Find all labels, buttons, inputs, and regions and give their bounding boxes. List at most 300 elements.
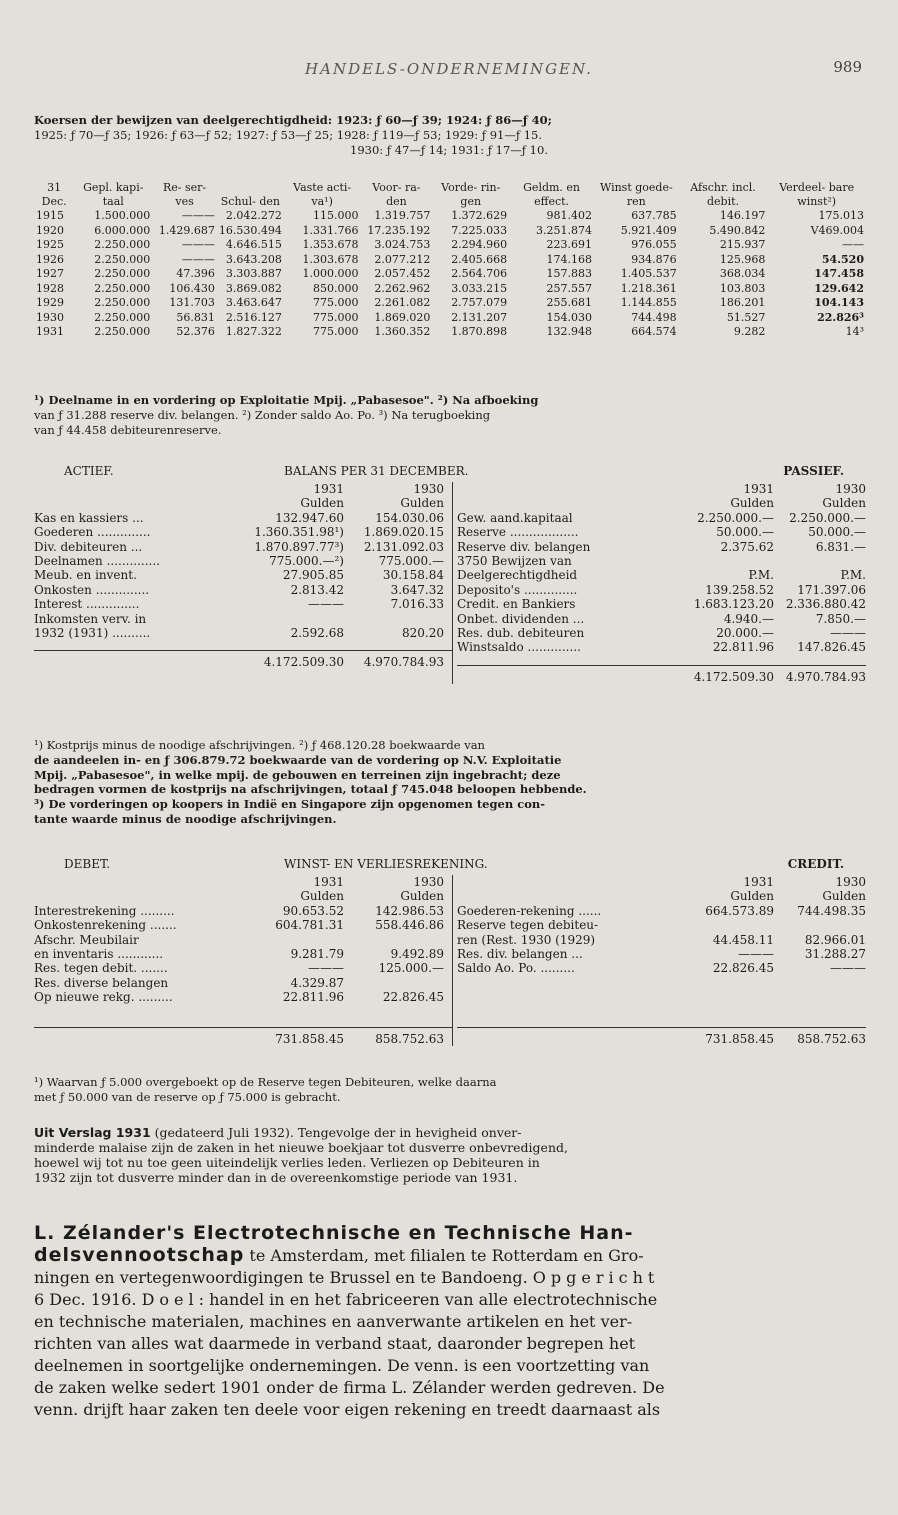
table-cell: 106.430 <box>169 281 215 295</box>
row-label: Reserve tegen debiteu- <box>457 918 599 933</box>
value-1930 <box>774 918 866 932</box>
table-cell: 1.360.352 <box>374 325 431 338</box>
table-header-row <box>34 181 866 209</box>
table-cell: ——— <box>181 252 215 266</box>
pl-note-line: met ƒ 50.000 van de reserve op ƒ 75.000 is gebracht. <box>34 1089 341 1104</box>
table-cell: 103.803 <box>719 281 766 295</box>
row-label: Meub. en invent. <box>34 568 137 583</box>
value-1931: 664.573.89 <box>705 903 774 918</box>
table-body <box>34 209 866 340</box>
table-cell: 1929 <box>36 296 64 309</box>
balance-title: BALANS PER 31 DECEMBER. <box>284 464 469 478</box>
table-cell: 125.968 <box>719 252 766 266</box>
year-label: 1930 <box>835 875 866 889</box>
value-1931: 20.000.— <box>716 626 774 641</box>
unit-label: Gulden <box>822 889 866 904</box>
statement-row <box>457 540 866 554</box>
row-label: Credit. en Bankiers <box>457 597 576 612</box>
row-label: Interest .............. <box>34 597 140 612</box>
table-cell: 775.000 <box>312 310 359 324</box>
value-1930: 7.016.33 <box>390 597 444 612</box>
column-header: Winst goede- ren <box>599 181 673 208</box>
table-cell: 104.143 <box>814 296 864 309</box>
table-cell: 2.250.000 <box>94 325 151 338</box>
table-cell: 1.405.537 <box>620 267 677 280</box>
unit-label: Gulden <box>730 496 774 511</box>
total-value: 4.970.784.93 <box>363 655 444 670</box>
table-cell: 2.057.452 <box>374 267 431 280</box>
balance-note-line: ³) De vorderingen op koopers in Indië en Singapore zijn opgenomen tegen con- <box>34 797 546 812</box>
statement-row <box>34 933 452 947</box>
pl-right-heading: CREDIT. <box>787 857 844 871</box>
table-row <box>34 296 866 311</box>
company-text: ningen en vertegenwoordigingen te Brussel en te Bandoeng. <box>34 1268 533 1287</box>
company-text: de zaken welke sedert 1901 onder de firma L. Zélander werden gedreven. De <box>34 1378 665 1397</box>
report-text: minderde malaise zijn de zaken in het nieuwe boekjaar tot dusverre onbevredigend, <box>34 1140 568 1155</box>
table-cell: 1.827.322 <box>225 325 282 338</box>
total-value: 858.752.63 <box>375 1031 444 1046</box>
statement-row <box>34 583 452 597</box>
statement-row <box>34 511 452 525</box>
value-1930: 744.498.35 <box>797 903 866 918</box>
row-label: Interestrekening ......... <box>34 903 175 918</box>
table-cell: 976.055 <box>631 238 677 251</box>
profit-loss-statement <box>34 857 866 1046</box>
company-text: 6 Dec. 1916. <box>34 1290 142 1309</box>
table-cell: 3.303.887 <box>225 267 282 280</box>
value-1930 <box>774 554 866 568</box>
report-excerpt <box>34 1125 864 1185</box>
column-header: Afschr. incl. debit. <box>690 181 756 208</box>
value-1930: 2.336.880.42 <box>785 597 866 612</box>
column-header: Gepl. kapi- taal <box>83 181 144 208</box>
table-row <box>34 253 866 268</box>
report-text: 1932 zijn tot dusverre minder dan in de overeenkomstige periode van 1931. <box>34 1170 518 1185</box>
table-cell: 7.225.033 <box>451 223 508 237</box>
table-cell: ——— <box>181 209 215 222</box>
table-cell: 2.516.127 <box>225 310 282 324</box>
row-label: Goederen .............. <box>34 525 151 540</box>
year-label: 1931 <box>743 482 774 496</box>
value-1931: 90.653.52 <box>282 903 344 918</box>
table-cell: 1931 <box>36 325 64 338</box>
koersen-line-1: Koersen der bewijzen van deelgerechtigdheid: 1923: ƒ 60—ƒ 39; 1924: ƒ 86—ƒ 40; <box>34 113 552 127</box>
table-row <box>34 224 866 239</box>
statement-row <box>457 933 866 947</box>
pl-debit <box>34 875 452 1046</box>
column-header: 31 Dec. <box>41 181 67 208</box>
opgericht-label: Opgericht <box>532 1268 660 1287</box>
balance-liabilities <box>452 482 866 684</box>
report-text: hoewel wij tot nu toe geen uiteindelijk verlies leden. Verliezen op Debiteuren in <box>34 1155 540 1170</box>
total-value: 858.752.63 <box>797 1031 866 1046</box>
table-cell: 223.691 <box>546 238 592 251</box>
statement-row <box>457 961 866 975</box>
value-1930: 775.000.— <box>378 554 444 569</box>
table-cell: 157.883 <box>546 267 592 280</box>
liabilities-rows <box>457 511 866 655</box>
value-1931: ——— <box>308 961 344 976</box>
balance-left-heading: ACTIEF. <box>64 464 114 478</box>
value-1931: 132.947.60 <box>275 510 344 525</box>
statement-row <box>34 990 452 1004</box>
pl-note-line: ¹) Waarvan ƒ 5.000 overgeboekt op de Reserve tegen Debiteuren, welke daarna <box>34 1075 497 1089</box>
company-text: deelnemen in soortgelijke ondernemingen. De venn. is een voortzetting van <box>34 1356 650 1375</box>
value-1930: 2.131.092.03 <box>363 539 444 554</box>
table-cell: 16.530.494 <box>218 223 282 237</box>
statement-row <box>34 904 452 918</box>
row-label: Deelnamen .............. <box>34 554 160 569</box>
table-cell: 1.303.678 <box>302 252 359 266</box>
table-cell: 47.396 <box>176 267 215 280</box>
statement-row <box>457 918 866 932</box>
value-1930: 558.446.86 <box>375 918 444 933</box>
statement-row <box>457 612 866 626</box>
statement-row <box>457 640 866 654</box>
value-1930: 2.250.000.— <box>789 510 866 525</box>
company-name-continued: delsvennootschap <box>34 1244 245 1266</box>
value-1931: 2.592.68 <box>290 626 344 641</box>
table-cell: 2.250.000 <box>94 238 151 251</box>
column-header: Vorde- rin- gen <box>441 181 501 208</box>
year-label: 1931 <box>743 875 774 889</box>
value-1930: ——— <box>830 626 866 641</box>
table-cell: 56.831 <box>176 310 215 324</box>
statement-row <box>457 583 866 597</box>
table-cell: 2.405.668 <box>451 252 508 266</box>
table-cell: 1.353.678 <box>302 238 359 251</box>
table-cell: V469.004 <box>810 223 864 237</box>
column-header: Schul- den <box>220 195 280 208</box>
column-header: Voor- ra- den <box>372 181 421 208</box>
statement-row <box>34 597 452 611</box>
company-name: L. Zélander's Electrotechnische en Technische Han- <box>34 1222 634 1244</box>
table-row <box>34 282 866 297</box>
statement-row <box>34 918 452 932</box>
company-text: en technische materialen, machines en aanverwante artikelen en het ver- <box>34 1312 633 1331</box>
value-1930: P.M. <box>840 568 866 583</box>
table-cell: 257.557 <box>546 281 592 295</box>
value-1931: 22.811.96 <box>712 640 774 655</box>
table-cell: 147.458 <box>814 267 864 280</box>
statement-row <box>457 511 866 525</box>
table-cell: 129.642 <box>814 281 864 295</box>
value-1930: 142.986.53 <box>375 903 444 918</box>
statement-row <box>34 626 452 640</box>
table-cell: ——— <box>181 238 215 251</box>
value-1930: ——— <box>830 961 866 976</box>
row-label: Gew. aand.kapitaal <box>457 510 573 525</box>
statement-row <box>457 554 866 568</box>
column-header: Verdeel- bare winst²) <box>779 181 855 208</box>
table-cell: 775.000 <box>312 325 359 338</box>
year-label: 1930 <box>413 875 444 889</box>
table-cell: 2.077.212 <box>374 252 431 266</box>
pl-left-heading: DEBET. <box>64 857 111 871</box>
table-cell: 255.681 <box>546 296 592 309</box>
table-cell: 1.869.020 <box>374 310 431 324</box>
statement-row <box>34 961 452 975</box>
table-cell: 132.948 <box>546 325 592 338</box>
table-cell: 4.646.515 <box>225 238 282 251</box>
table-cell: 9.282 <box>733 325 766 338</box>
value-1931: P.M. <box>748 568 774 583</box>
statement-row <box>34 947 452 961</box>
statement-row <box>34 554 452 568</box>
statement-row <box>457 597 866 611</box>
table-cell: 664.574 <box>631 325 677 338</box>
table-cell: 5.921.409 <box>620 223 677 237</box>
value-1931: 2.250.000.— <box>697 510 774 525</box>
value-1931: 1.870.897.77³) <box>254 539 344 554</box>
statement-row <box>457 904 866 918</box>
value-1930: 9.492.89 <box>390 947 444 962</box>
table-row <box>34 267 866 282</box>
table-cell: 3.251.874 <box>536 223 592 237</box>
row-label: Res. tegen debit. ....... <box>34 961 168 976</box>
row-label: ren (Rest. 1930 (1929) <box>457 932 596 947</box>
statement-row <box>34 976 452 990</box>
value-1930 <box>344 933 452 947</box>
table-cell: 775.000 <box>312 296 359 309</box>
row-label: Onkostenrekening ....... <box>34 918 177 933</box>
row-label: Inkomsten verv. in <box>34 611 147 626</box>
value-1930: 7.850.— <box>815 611 866 626</box>
row-label: Res. dub. debiteuren <box>457 626 585 641</box>
value-1930 <box>344 976 452 990</box>
value-1930: 82.966.01 <box>804 932 866 947</box>
column-header: Geldm. en effect. <box>523 181 581 208</box>
table-cell: 368.034 <box>719 267 766 280</box>
table-cell: 1.319.757 <box>374 209 431 222</box>
table-cell: 2.250.000 <box>94 252 151 266</box>
value-1930: 1.869.020.15 <box>363 525 444 540</box>
value-1930: 31.288.27 <box>804 947 866 962</box>
table-cell: 2.757.079 <box>451 296 508 309</box>
row-label: Div. debiteuren ... <box>34 539 143 554</box>
table-row <box>34 325 866 340</box>
table-cell: 1925 <box>36 238 64 251</box>
value-1930: 3.647.32 <box>390 582 444 597</box>
balance-note-line: de aandeelen in- en ƒ 306.879.72 boekwaarde van de vordering op N.V. Exploitatie <box>34 752 562 767</box>
statement-row <box>34 540 452 554</box>
row-label: Deposito's .............. <box>457 582 578 597</box>
report-label: Uit Verslag 1931 <box>34 1125 151 1140</box>
column-header: Vaste acti- va¹) <box>293 181 352 208</box>
value-1931: 775.000.—²) <box>269 554 344 569</box>
table-cell: 175.013 <box>818 209 864 222</box>
balance-note-line: bedragen vormen de kostprijs na afschrijvingen, totaal ƒ 745.048 beloopen hebbende. <box>34 782 587 797</box>
koersen-line-2: 1925: ƒ 70—ƒ 35; 1926: ƒ 63—ƒ 52; 1927: ƒ 53—ƒ 25; 1928: ƒ 119—ƒ 53; 1929: ƒ 91—ƒ 15. <box>34 128 543 142</box>
table-cell: 1.429.687 <box>158 223 215 237</box>
balance-note-line: ¹) Kostprijs minus de noodige afschrijvingen. ²) ƒ 468.120.28 boekwaarde van <box>34 738 485 752</box>
year-label: 1930 <box>835 482 866 496</box>
unit-label: Gulden <box>730 889 774 904</box>
table-cell: 934.876 <box>631 252 677 266</box>
table-cell: 3.643.208 <box>225 252 282 266</box>
row-label: Reserve .................. <box>457 525 579 540</box>
table-cell: 174.168 <box>546 252 592 266</box>
table-cell: 2.250.000 <box>94 296 151 309</box>
table-cell: 850.000 <box>312 281 359 295</box>
table-note-3: van ƒ 44.458 debiteurenreserve. <box>34 423 222 437</box>
table-cell: 1927 <box>36 267 64 280</box>
value-1931: 604.781.31 <box>275 918 344 933</box>
table-row <box>34 209 866 224</box>
table-cell: 6.000.000 <box>94 223 151 237</box>
table-cell: 1.500.000 <box>94 209 151 222</box>
value-1930: 22.826.45 <box>382 990 444 1005</box>
company-text: : handel in en het fabriceeren van alle electrotechnische <box>198 1290 658 1309</box>
value-1930: 30.158.84 <box>382 568 444 583</box>
unit-label: Gulden <box>822 496 866 511</box>
credit-rows <box>457 904 866 976</box>
balance-note-line: tante waarde minus de noodige afschrijvingen. <box>34 811 337 826</box>
row-label: Onkosten .............. <box>34 582 150 597</box>
value-1931: ——— <box>308 597 344 612</box>
page-number: 989 <box>833 58 862 76</box>
company-text: venn. drijft haar zaken ten deele voor eigen rekening en treedt daarnaast als <box>34 1400 661 1419</box>
pl-notes <box>34 1075 864 1105</box>
table-cell: 1930 <box>36 310 64 324</box>
table-cell: 637.785 <box>631 209 677 222</box>
row-label: Saldo Ao. Po. ......... <box>457 961 575 976</box>
table-cell: 1.000.000 <box>302 267 359 280</box>
table-cell: 3.033.215 <box>451 281 508 295</box>
company-entry <box>34 1222 864 1421</box>
statement-row <box>457 525 866 539</box>
value-1930: 147.826.45 <box>797 640 866 655</box>
koersen-line-3: 1930: ƒ 47—ƒ 14; 1931: ƒ 17—ƒ 10. <box>350 143 548 157</box>
report-text: (gedateerd Juli 1932). Tengevolge der in hevigheid onver- <box>150 1125 522 1140</box>
balance-right-heading: PASSIEF. <box>783 464 844 478</box>
table-cell: 215.937 <box>719 238 766 251</box>
row-label: Res. div. belangen ... <box>457 947 583 962</box>
table-cell: 1.870.898 <box>451 325 508 338</box>
table-cell: 1926 <box>36 252 64 266</box>
total-value: 731.858.45 <box>705 1031 774 1046</box>
value-1931 <box>676 554 774 568</box>
value-1930: 6.831.— <box>815 539 866 554</box>
value-1931: 4.329.87 <box>290 975 344 990</box>
table-cell: 1.372.629 <box>451 209 508 222</box>
table-cell: 3.463.647 <box>225 296 282 309</box>
row-label: Afschr. Meubilair <box>34 932 139 947</box>
company-text: te Amsterdam, met filialen te Rotterdam en Gro- <box>244 1246 644 1265</box>
value-1930: 125.000.— <box>378 961 444 976</box>
row-label: Onbet. dividenden ... <box>457 611 585 626</box>
total-value: 4.172.509.30 <box>263 655 344 670</box>
running-header: HANDELS-ONDERNEMINGEN. <box>305 60 593 78</box>
table-cell: 5.490.842 <box>709 223 766 237</box>
financial-history-table <box>34 181 866 340</box>
table-cell: 3.869.082 <box>225 281 282 295</box>
table-cell: 2.131.207 <box>451 310 508 324</box>
year-label: 1931 <box>313 482 344 496</box>
debit-rows <box>34 904 452 1005</box>
value-1931 <box>242 612 344 626</box>
value-1931: 44.458.11 <box>712 932 774 947</box>
row-label: Reserve div. belangen <box>457 539 591 554</box>
pl-title: WINST- EN VERLIESREKENING. <box>284 857 488 871</box>
row-label: Deelgerechtigdheid <box>457 568 578 583</box>
table-cell: 22.826³ <box>817 310 864 324</box>
balance-note-line: Mpij. „Pabasesoe", in welke mpij. de gebouwen en terreinen zijn ingebracht; deze <box>34 767 561 782</box>
value-1931: 1.683.123.20 <box>693 597 774 612</box>
total-value: 4.172.509.30 <box>693 669 774 684</box>
table-row <box>34 238 866 253</box>
value-1931 <box>676 918 774 932</box>
unit-label: Gulden <box>400 496 444 511</box>
table-cell: 2.262.962 <box>374 281 431 295</box>
table-cell: —— <box>842 238 864 251</box>
year-label: 1931 <box>313 875 344 889</box>
statement-row <box>457 947 866 961</box>
table-cell: 2.261.082 <box>374 296 431 309</box>
table-cell: 14³ <box>845 325 864 338</box>
value-1930: 154.030.06 <box>375 510 444 525</box>
table-cell: 2.042.272 <box>225 209 282 222</box>
table-row <box>34 311 866 326</box>
table-cell: 1928 <box>36 281 64 295</box>
table-cell: 54.520 <box>821 252 864 266</box>
row-label: en inventaris ............ <box>34 947 164 962</box>
table-cell: 744.498 <box>631 310 677 324</box>
statement-row <box>34 612 452 626</box>
pl-credit <box>452 875 866 1046</box>
value-1931: 2.813.42 <box>290 582 344 597</box>
unit-label: Gulden <box>400 889 444 904</box>
total-value: 731.858.45 <box>275 1031 344 1046</box>
table-cell: 52.376 <box>176 325 215 338</box>
unit-label: Gulden <box>300 496 344 511</box>
table-cell: 3.024.753 <box>374 238 431 251</box>
table-cell: 1.218.361 <box>620 281 677 295</box>
statement-row <box>34 525 452 539</box>
balance-notes <box>34 738 864 827</box>
row-label: Winstsaldo .............. <box>457 640 581 655</box>
table-cell: 51.527 <box>726 310 766 324</box>
table-cell: 2.250.000 <box>94 310 151 324</box>
year-label: 1930 <box>413 482 444 496</box>
assets-rows <box>34 511 452 641</box>
table-cell: 2.250.000 <box>94 267 151 280</box>
statement-row <box>34 568 452 582</box>
table-cell: 1915 <box>36 209 64 222</box>
table-cell: 2.294.960 <box>451 238 508 251</box>
table-cell: 1.331.766 <box>302 223 359 237</box>
table-cell: 115.000 <box>312 209 359 222</box>
balance-sheet <box>34 464 866 684</box>
value-1931 <box>242 933 344 947</box>
row-label: Goederen-rekening ...... <box>457 903 602 918</box>
value-1930: 820.20 <box>402 626 444 641</box>
row-label: Kas en kassiers ... <box>34 510 144 525</box>
value-1930 <box>344 612 452 626</box>
row-label: 3750 Bewijzen van <box>457 554 572 569</box>
doel-label: Doel <box>141 1290 199 1309</box>
column-header: Re- ser- ves <box>162 181 207 208</box>
company-text: richten van alles wat daarmede in verband staat, daaronder begrepen het <box>34 1334 636 1353</box>
value-1931: 139.258.52 <box>705 582 774 597</box>
table-cell: 1.144.855 <box>620 296 677 309</box>
value-1931: ——— <box>738 947 774 962</box>
table-note-1: ¹) Deelname in en vordering op Exploitatie Mpij. „Pabasesoe". ²) Na afboeking <box>34 393 539 407</box>
row-label: 1932 (1931) .......... <box>34 626 151 641</box>
balance-assets <box>34 482 452 684</box>
table-cell: 2.250.000 <box>94 281 151 295</box>
table-cell: 154.030 <box>546 310 592 324</box>
